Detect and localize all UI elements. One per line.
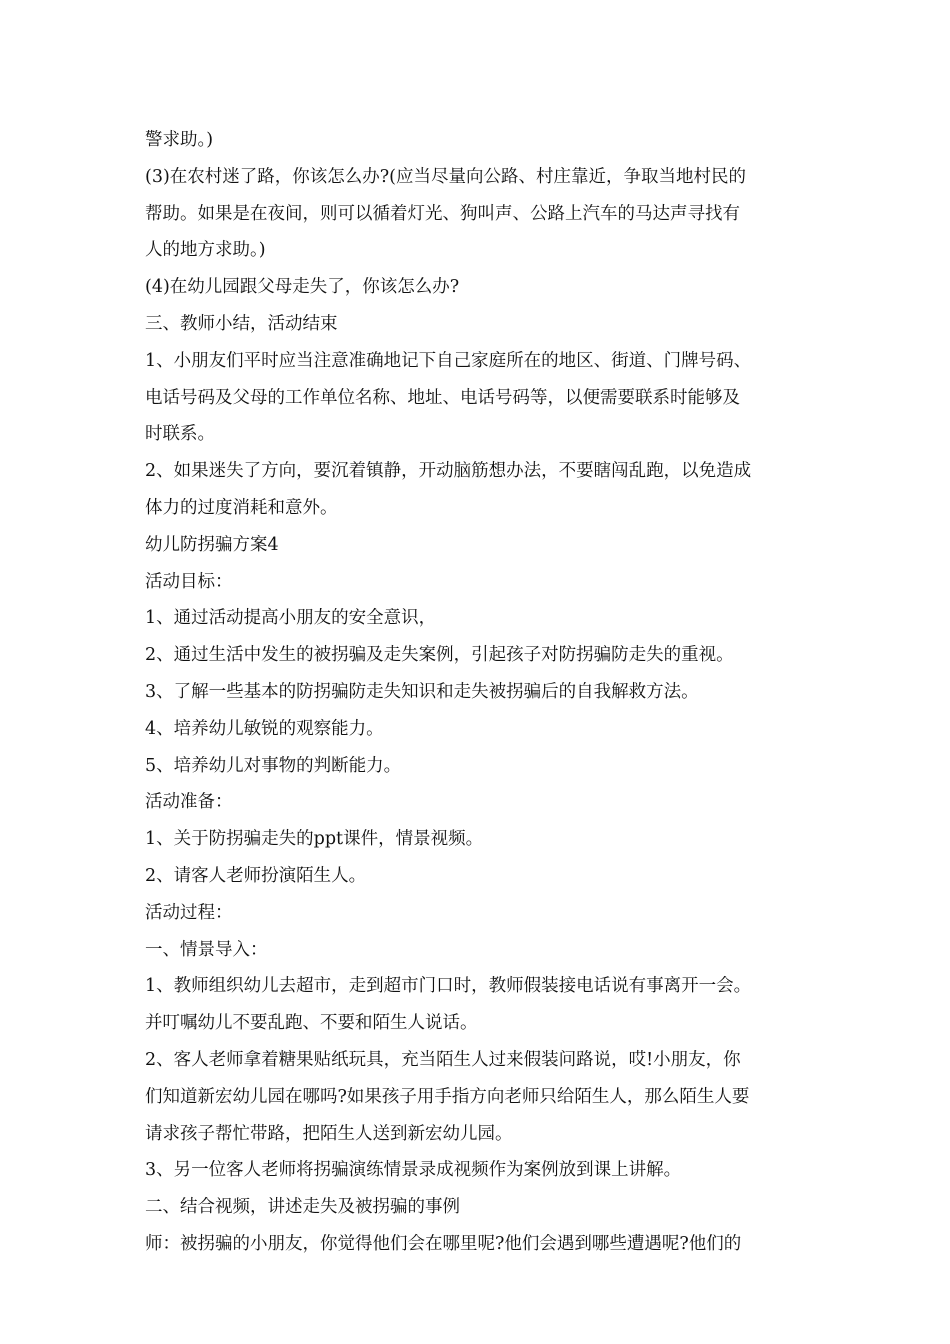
text-line: 体力的过度消耗和意外。 [145,497,338,518]
text-line: (4)在幼儿园跟父母走失了，你该怎么办? [145,277,460,298]
text-line: 3、另一位客人老师将拐骗演练情景录成视频作为案例放到课上讲解。 [145,1160,682,1181]
text-line: 警求助。) [145,130,214,150]
text-line: 5、培养幼儿对事物的判断能力。 [145,755,402,776]
text-line: 电话号码及父母的工作单位名称、地址、电话号码等，以便需要联系时能够及 [145,387,740,408]
text-line: (3)在农村迷了路，你该怎么办?(应当尽量向公路、村庄靠近，争取当地村民的 [145,166,746,187]
text-line: 帮助。如果是在夜间，则可以循着灯光、狗叫声、公路上汽车的马达声寻找有 [145,203,740,224]
text-line: 时联系。 [145,424,215,445]
section-heading: 活动目标： [145,571,233,592]
text-line: 2、如果迷失了方向，要沉着镇静，开动脑筋想办法，不要瞎闯乱跑，以免造成 [145,461,752,482]
text-line: 们知道新宏幼儿园在哪吗?如果孩子用手指方向老师只给陌生人，那么陌生人要 [145,1086,750,1107]
text-line: 并叮嘱幼儿不要乱跑、不要和陌生人说话。 [145,1013,478,1034]
text-line: 人的地方求助。) [145,240,266,261]
text-line: 2、客人老师拿着糖果贴纸玩具，充当陌生人过来假装问路说，哎!小朋友，你 [145,1049,741,1070]
text-line: 2、请客人老师扮演陌生人。 [145,865,367,886]
section-heading: 活动准备： [145,792,233,813]
text-line: 1、关于防拐骗走失的ppt课件，情景视频。 [145,829,484,850]
section-heading: 活动过程： [145,902,233,923]
text-line: 2、通过生活中发生的被拐骗及走失案例，引起孩子对防拐骗防走失的重视。 [145,645,734,666]
section-heading: 三、教师小结，活动结束 [145,313,338,334]
text-line: 3、了解一些基本的防拐骗防走失知识和走失被拐骗后的自我解救方法。 [145,681,699,702]
text-line: 师：被拐骗的小朋友，你觉得他们会在哪里呢?他们会遇到哪些遭遇呢?他们的 [145,1233,742,1254]
text-line: 1、小朋友们平时应当注意准确地记下自己家庭所在的地区、街道、门牌号码、 [145,350,752,371]
text-line: 4、培养幼儿敏锐的观察能力。 [145,718,384,739]
document-body [145,122,810,1263]
text-line: 1、教师组织幼儿去超市，走到超市门口时，教师假装接电话说有事离开一会。 [145,976,752,997]
section-heading: 一、情景导入： [145,939,268,960]
text-line: 请求孩子帮忙带路，把陌生人送到新宏幼儿园。 [145,1123,513,1144]
text-line: 1、通过活动提高小朋友的安全意识， [145,608,437,629]
section-heading: 二、结合视频，讲述走失及被拐骗的事例 [145,1197,460,1218]
document-title: 幼儿防拐骗方案4 [145,534,279,555]
